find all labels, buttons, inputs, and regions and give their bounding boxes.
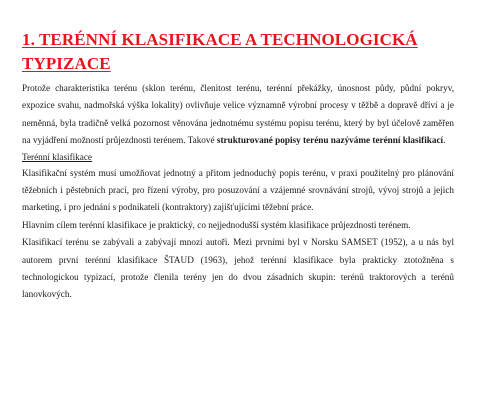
paragraph-main-goal: Hlavním cílem terénní klasifikace je praktický, co nejjednodušší systém klasifikace průjezdnosti terénem. — [22, 219, 411, 230]
paragraph-classification-system: Klasifikační systém musí umožňovat jednotný a přitom jednoduchý popis terénu, v praxi použitelný pro plánování těžebních i pěstebních prací, pro řízení výroby, pro posuzování a vzájemné srovnávání strojů, vývoj strojů a jejich marketing, i pro jednání s podnikateli (kontraktory) zajišťujícími těžební práce. — [22, 167, 454, 213]
document-heading — [22, 28, 454, 76]
document-page — [22, 28, 454, 304]
intro-paragraph — [22, 80, 454, 150]
paragraph-authors: Klasifikací terénu se zabývali a zabývají mnozí autoři. Mezi prvními byl v Norsku SAMSET (1952), a u nás byl autorem první terénní klasifikace ŠTAUD (1963), jehož terénní klasifikace byla prakticky ztotožněna s technologickou typizací, protože členila terény jen do dvou zásadních skupin: terénů traktorových a terénů lanovkových. — [22, 237, 454, 300]
intro-end: . — [443, 135, 446, 146]
intro-bold-text: strukturované popisy terénu nazýváme terénní klasifikací — [216, 135, 444, 146]
subheading-terrain-classification: Terénní klasifikace — [22, 151, 93, 162]
heading-line-1: 1. TERÉNNÍ KLASIFIKACE A TECHNOLOGICKÁ — [22, 30, 418, 49]
intro-text: Protože charakteristika terénu (sklon terénu, členitost terénu, terénní překážky, únosnost půdy, půdní pokryv, expozice svahu, nadmořská výška lokality) ovlivňuje velice významně výrobní procesy v těžbě a dopravě dříví a je neměnná, byla tradičně velká pozornost věnována jednotnému systému popisu terénu, který by byl účelově zaměřen na vyjádření možností průjezdnosti terénem. Takové — [22, 83, 454, 146]
heading-line-2: TYPIZACE — [22, 54, 111, 73]
